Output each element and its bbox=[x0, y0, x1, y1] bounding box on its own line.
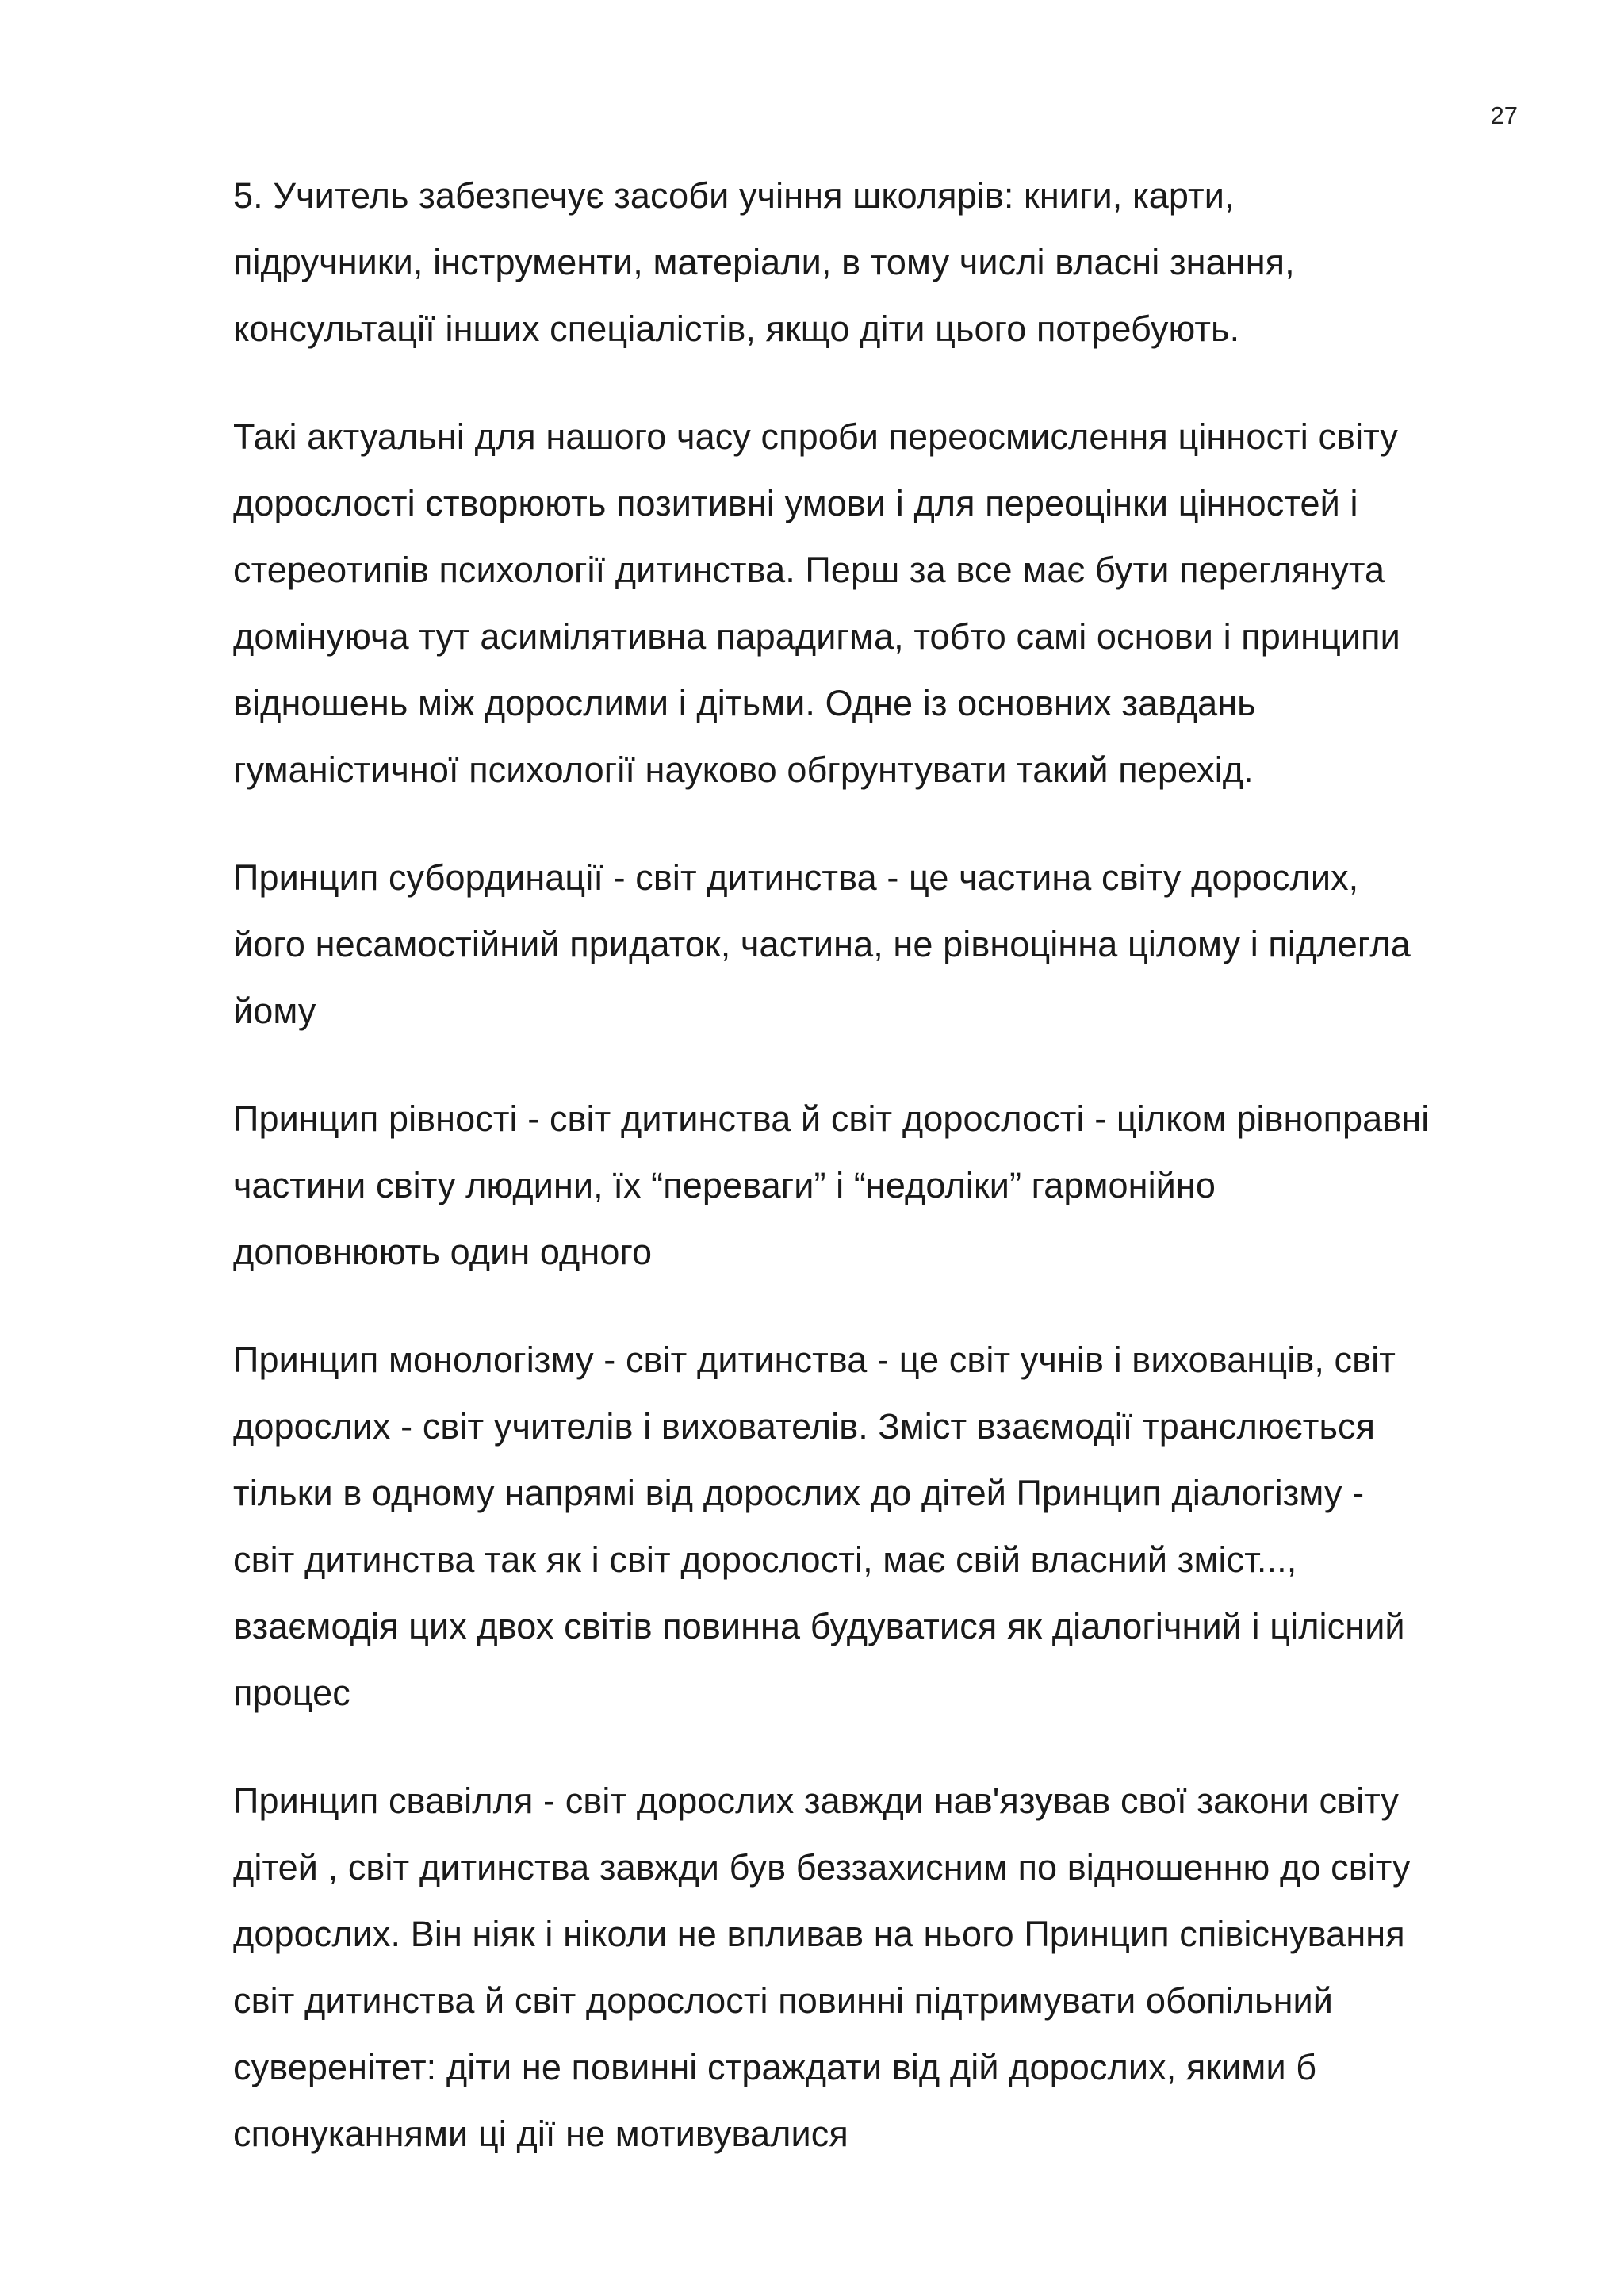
text-line: Такі актуальні для нашого часу спроби переосмислення цінності світу bbox=[233, 416, 1398, 457]
text-line: відношень між дорослими і дітьми. Одне із основних завдань bbox=[233, 683, 1256, 723]
text-line: світ дитинства так як і світ дорослості, має свій власний зміст..., bbox=[233, 1539, 1297, 1580]
paragraph-rethinking-values bbox=[233, 404, 1518, 803]
paragraph-teacher-provides bbox=[233, 163, 1518, 362]
text-line: консультації інших спеціалістів, якщо діти цього потребують. bbox=[233, 309, 1240, 349]
text-line: процес bbox=[233, 1673, 350, 1713]
text-line: Принцип субординації - світ дитинства - це частина світу дорослих, bbox=[233, 857, 1359, 898]
page-number: 27 bbox=[1490, 102, 1518, 129]
text-line: світ дитинства й світ дорослості повинні підтримувати обопільний bbox=[233, 1980, 1334, 2021]
text-line: частини світу людини, їх “переваги” і “недоліки” гармонійно bbox=[233, 1165, 1216, 1205]
text-line: дорослих. Він ніяк і ніколи не впливав на нього Принцип співіснування bbox=[233, 1914, 1405, 1954]
text-line: Принцип монологізму - світ дитинства - це світ учнів і вихованців, світ bbox=[233, 1340, 1396, 1380]
paragraph-principle-equality bbox=[233, 1086, 1518, 1286]
text-line: дорослих - світ учителів і вихователів. Зміст взаємодії транслюється bbox=[233, 1406, 1376, 1447]
text-line: домінуюча тут асимілятивна парадигма, тобто самі основи і принципи bbox=[233, 616, 1400, 657]
text-line: спонуканнями ці дії не мотивувалися bbox=[233, 2114, 848, 2154]
text-line: дітей , світ дитинства завжди був беззахисним по відношенню до світу bbox=[233, 1847, 1411, 1888]
paragraph-principle-subordination bbox=[233, 845, 1518, 1045]
text-line: гуманістичної психології науково обгрунтувати такий перехід. bbox=[233, 749, 1254, 790]
text-line: доповнюють один одного bbox=[233, 1232, 653, 1272]
text-line: йому bbox=[233, 991, 316, 1031]
paragraph-principle-arbitrariness bbox=[233, 1768, 1518, 2168]
text-line: взаємодія цих двох світів повинна будуватися як діалогічний і цілісний bbox=[233, 1606, 1405, 1646]
text-line: стереотипів психології дитинства. Перш за все має бути переглянута bbox=[233, 550, 1385, 590]
text-line: Принцип рівності - світ дитинства й світ дорослості - цілком рівноправні bbox=[233, 1098, 1430, 1139]
text-line: дорослості створюють позитивні умови і для переоцінки цінностей і bbox=[233, 483, 1358, 523]
text-line: його несамостійний придаток, частина, не рівноцінна цілому і підлегла bbox=[233, 924, 1411, 964]
text-line: суверенітет: діти не повинні страждати від дій дорослих, якими б bbox=[233, 2047, 1317, 2087]
text-line: Принцип свавілля - світ дорослих завжди нав'язував свої закони світу bbox=[233, 1780, 1399, 1821]
text-line: тільки в одному напрямі від дорослих до дітей Принцип діалогізму - bbox=[233, 1473, 1365, 1513]
text-line: 5. Учитель забезпечує засоби учіння школярів: книги, карти, bbox=[233, 175, 1235, 216]
paragraph-principle-monologism bbox=[233, 1327, 1518, 1727]
text-line: підручники, інструменти, матеріали, в тому числі власні знання, bbox=[233, 242, 1295, 282]
document-body bbox=[233, 163, 1518, 2209]
